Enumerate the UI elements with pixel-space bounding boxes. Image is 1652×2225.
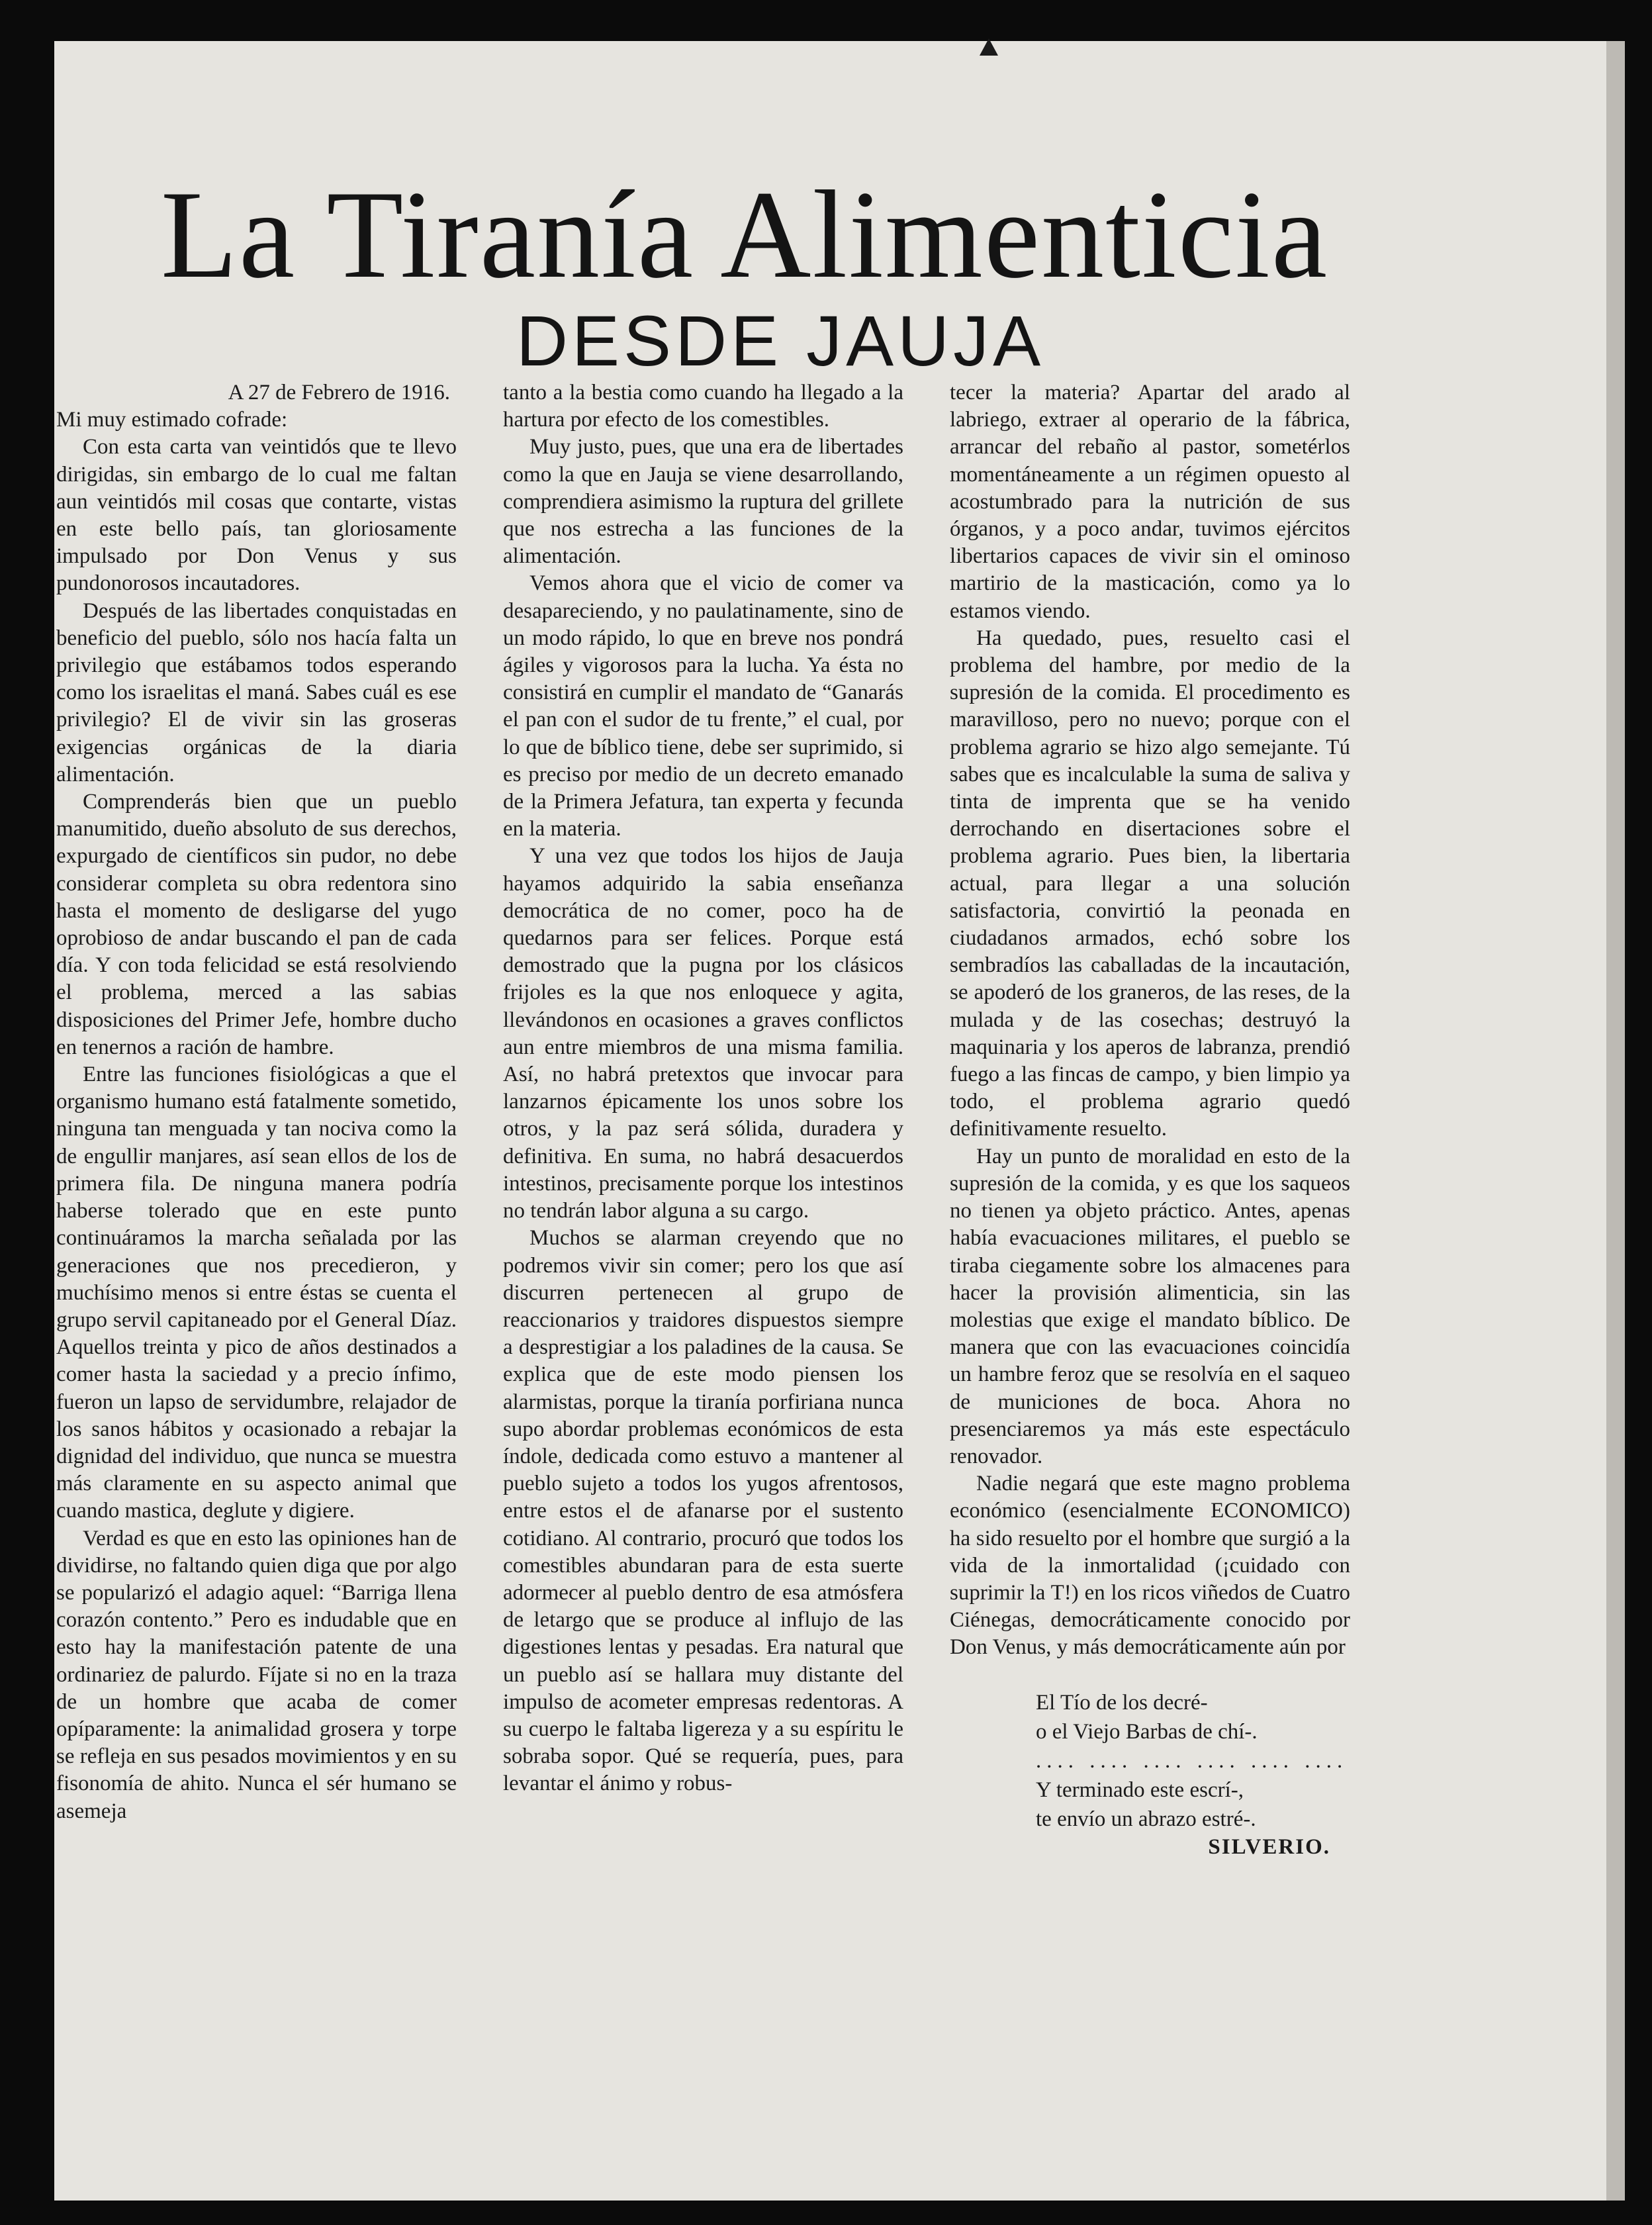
paragraph: Muchos se alarman creyendo que no podremos vivir sin comer; pero los que así discurren pertenecen al grupo de reaccionarios y traidores dispuestos siempre a desprestigiar a los paladines de la causa. Se explica que de este modo piensen los alarmistas, porque la tiranía porfiriana nunca supo abordar problemas económicos de esta índole, dedicada como estuvo a mantener al pueblo sujeto a todos los yugos afrentosos, entre estos el de afanarse por el sustento cotidiano. Al contrario, procuró que todos los comestibles abundaran para de esta suerte adormecer al pueblo dentro de esa atmósfera de letargo que se produce al influjo de las digestiones lentas y pesadas. Era natural que un pueblo así se hallara muy distante del impulso de acometer empresas redentoras. A su cuerpo le faltaba ligereza y a su espíritu le sobraba sopor. Qué se requería, pues, para levantar el ánimo y robus- <box>503 1226 903 1796</box>
verse-line: o el Viejo Barbas de chí-. <box>1036 1719 1258 1744</box>
paragraph: Hay un punto de moralidad en esto de la supresión de la comida, y es que los saqueos no tienen ya objeto práctico. Antes, apenas había evacuaciones militares, el pueblo se tiraba ciegamente sobre los almacenes para hacer la provisión alimenticia, sin las molestias que exige el mandato bíblico. De manera que con las evacuaciones coincidía un hambre feroz que se resolvía en el saqueo de municiones de boca. Ahora no presenciaremos ya más este espectáculo renovador. <box>950 1144 1350 1468</box>
verse-line: El Tío de los decré- <box>1036 1690 1208 1715</box>
paragraph: tanto a la bestia como cuando ha llegado a la hartura por efecto de los comestibles. <box>503 381 903 432</box>
paragraph: Vemos ahora que el vicio de comer va desapareciendo, y no paulatinamente, sino de un modo rápido, lo que en breve nos pondrá ágiles y vigorosos para la lucha. Ya ésta no consistirá en cumplir el mandato de “Ganarás el pan con el sudor de tu frente,” el cual, por lo que de bíblico tiene, debe ser suprimido, si es preciso por medio de un decreto emanado de la Primera Jefatura, tan experta y fecunda en la materia. <box>503 571 903 841</box>
signature: SILVERIO. <box>1208 1834 1330 1859</box>
paragraph: Muy justo, pues, que una era de libertades como la que en Jauja se viene desarrollando, comprendiera asimismo la ruptura del grillete que nos estrecha a las funciones de la alimentación. <box>503 435 903 569</box>
paragraph: Después de las libertades conquistadas en beneficio del pueblo, sólo nos hacía falta un privilegio que estábamos todos esperando como los israelitas el maná. Sabes cuál es ese privilegio? El de vivir sin las groseras exigencias orgánicas de la diaria alimentación. <box>56 598 457 786</box>
paragraph: Entre las funciones fisiológicas a que el organismo humano está fatalmente sometido, ninguna tan menguada y tan nociva como la de engullir manjares, así sean ellos de los de primera fila. De ninguna manera podría haberse tolerado que en este punto continuáramos la marcha señalada por las generaciones que nos precedieron, y muchísimo menos si entre éstas se cuenta el grupo servil capitaneado por el General Díaz. Aquellos treinta y pico de años destinados a comer hasta la saciedad y a precio ínfimo, fueron un lapso de servidumbre, relajador de los sanos hábitos y ocasionado a rebajar la dignidad del individuo, que nunca se muestra más claramente en su aspecto animal que cuando mastica, deglute y digiere. <box>56 1063 457 1523</box>
column-1 <box>56 379 457 1825</box>
paragraph: Y una vez que todos los hijos de Jauja hayamos adquirido la sabia enseñanza democrática de no comer, poco ha de quedarnos para ser felices. Porque está demostrado que la pugna por los clásicos frijoles es la que nos enloquece y agita, llevándonos en ocasiones a graves conflictos aun entre miembros de una misma familia. Así, no habrá pretextos que invocar para lanzarnos épicamente los unos sobre los otros, y la paz será sólida, duradera y definitiva. En suma, no habrá desacuerdos intestinos, precisamente porque los intestinos no tendrán labor alguna a su cargo. <box>503 844 903 1223</box>
dateline: A 27 de Febrero de 1916. <box>228 381 450 404</box>
paragraph: Comprenderás bien que un pueblo manumitido, dueño absoluto de sus derechos, expurgado de científicos sin pudor, no debe considerar completa su obra redentora sino hasta el momento de desligarse del yugo oprobioso de andar buscando el pan de cada día. Y con toda felicidad se está resolviendo el problema, merced a las sabias disposiciones del Primer Jefe, hombre ducho en tenernos a ración de hambre. <box>56 790 457 1059</box>
paragraph: Verdad es que en esto las opiniones han de dividirse, no faltando quien diga que por algo se popularizó el adagio aquel: “Barriga llena corazón contento.” Pero es indudable que en esto hay la manifestación patente de una ordinariez de palurdo. Fíjate si no en la traza de un hombre que acaba de comer opíparamente: la animalidad grosera y torpe se refleja en sus pesados movimientos y en su fisonomía de ahito. Nunca el sér humano se asemeja <box>56 1526 457 1823</box>
column-3 <box>950 379 1350 1861</box>
verse-line: Y terminado este escrí-, <box>1036 1777 1244 1802</box>
column-2 <box>503 379 903 1798</box>
verse-ellipsis: .... .... .... .... .... .... <box>1036 1748 1348 1773</box>
paragraph: Ha quedado, pues, resuelto casi el problema del hambre, por medio de la supresión de la comida. El procedimento es maravilloso, pero no nuevo; porque con el problema agrario se hizo algo semejante. Tú sabes que es incalculable la suma de saliva y tinta de imprenta que se ha venido derrochando en disertaciones sobre el problema agrario. Pues bien, la libertaria actual, para llegar a una solución satisfactoria, convirtió la peonada en ciudadanos armados, echó sobre los sembradíos las caballadas de la incautación, se apoderó de los graneros, de las reses, de la mulada y de las cosechas; destruyó la maquinaria y los aperos de labranza, prendió fuego a las fincas de campo, y bien limpio ya todo, el problema agrario quedó definitivamente resuelto. <box>950 626 1350 1141</box>
closing-verse <box>950 1688 1350 1834</box>
paragraph: Nadie negará que este magno problema económico (esencialmente ECONOMICO) ha sido resuelto por el hombre que surgió a la vida de la inmortalidad (¡cuidado con suprimir la T!) en los ricos viñedos de Cuatro Ciénegas, democráticamente conocido por Don Venus, y más democráticamente aún por <box>950 1472 1350 1660</box>
paragraph: tecer la materia? Apartar del arado al labriego, extraer al operario de la fábrica, arrancar del rebaño al pastor, sometérlos momentáneamente a un régimen opuesto al acostumbrado para la nutrición de sus órganos, y a poco andar, tuvimos ejércitos libertarios capaces de vivir sin el ominoso martirio de la masticación, como ya lo estamos viendo. <box>950 381 1350 623</box>
page-edge <box>1606 41 1625 2201</box>
paragraph: Con esta carta van veintidós que te llevo dirigidas, sin embargo de lo cual me faltan aun veintidós mil cosas que contarte, vistas en este bello país, tan gloriosamente impulsado por Don Venus y sus pundonorosos incautadores. <box>56 435 457 596</box>
article-subtitle: DESDE JAUJA <box>516 301 1045 381</box>
print-mark-icon <box>980 38 998 56</box>
salutation: Mi muy estimado cofrade: <box>56 408 288 432</box>
article-title: La Tiranía Alimenticia <box>160 166 1329 305</box>
verse-line: te envío un abrazo estré-. <box>1036 1807 1256 1831</box>
